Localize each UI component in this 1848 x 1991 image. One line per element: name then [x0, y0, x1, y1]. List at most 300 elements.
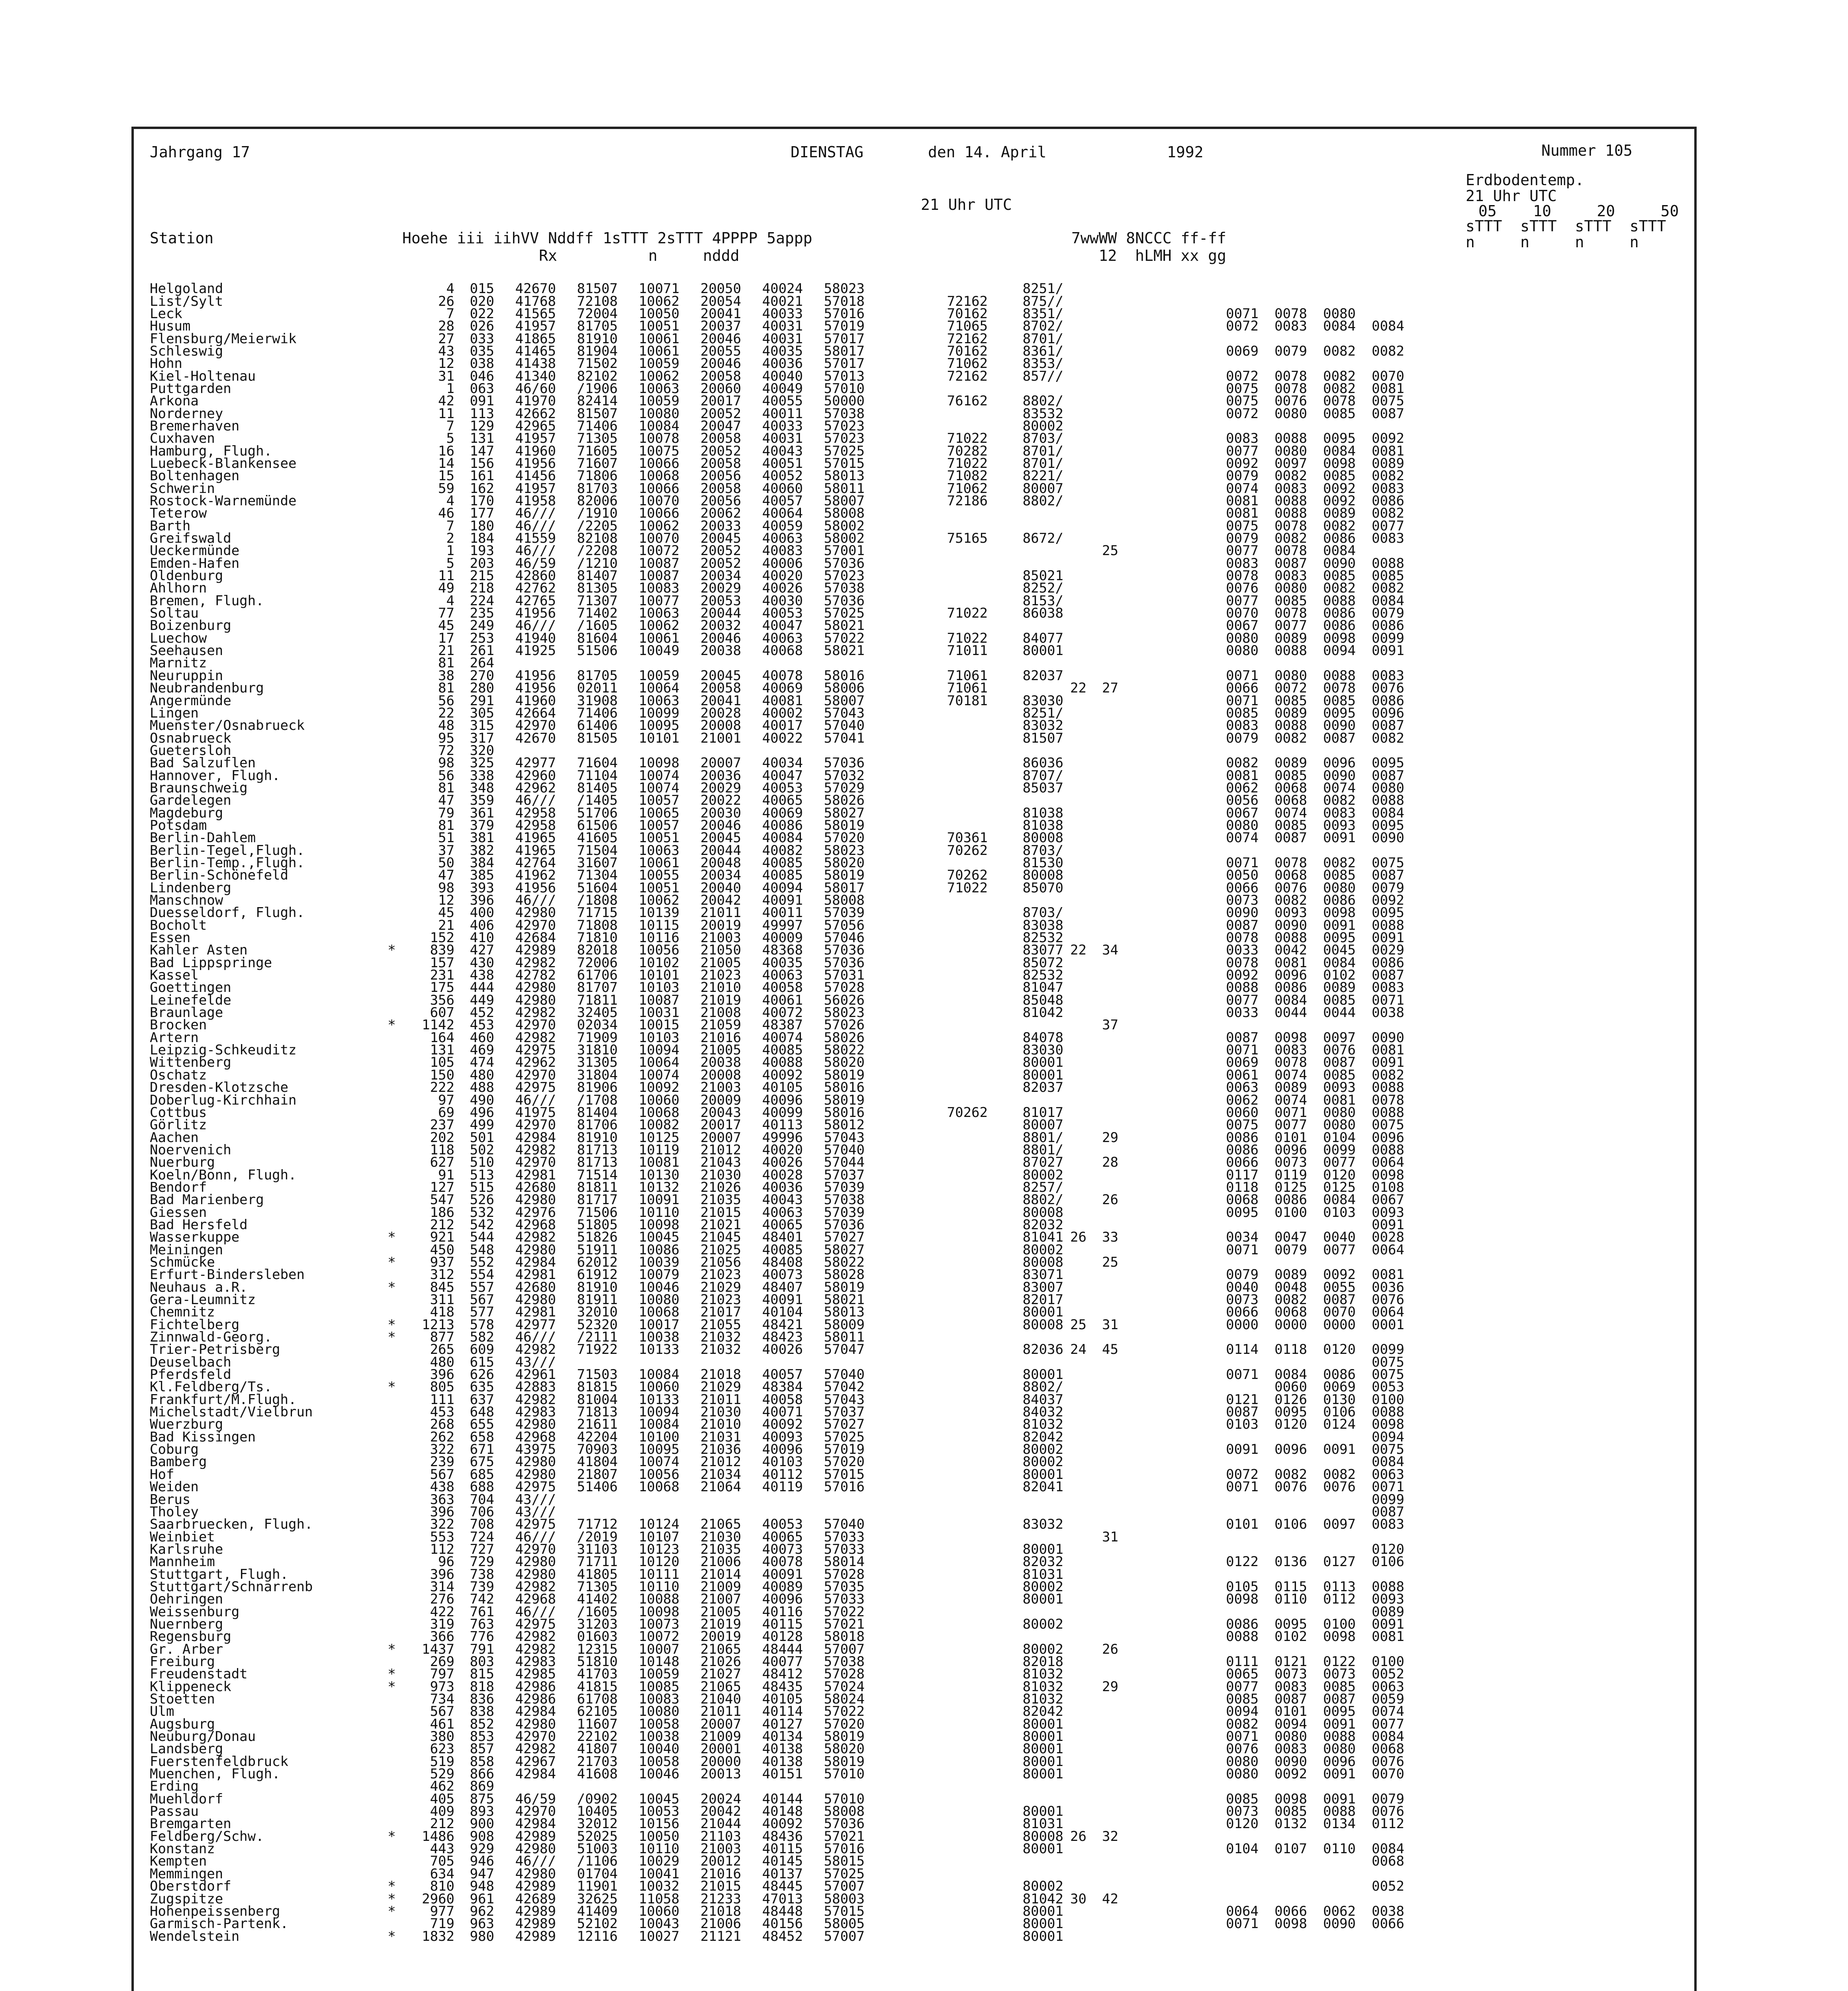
soil-temp-10 [1259, 1930, 1307, 1942]
column-gap [865, 582, 882, 595]
cloud-8nccc: 87027 [1022, 1154, 1063, 1171]
nddff: 81707 [577, 980, 618, 996]
nddff: 71909 [577, 1029, 618, 1046]
height: 22 [438, 705, 454, 721]
station-name: Dresden-Klotzsche [150, 1080, 288, 1096]
nddff: /2208 [577, 543, 618, 559]
column-gap [1118, 1306, 1210, 1318]
gust-xx [1063, 1032, 1086, 1044]
mountain-marker [381, 1032, 403, 1044]
height: 268 [430, 1416, 454, 1433]
weather-7wwww: 72186 [947, 493, 988, 509]
dewpoint-2sttt: 20048 [700, 855, 741, 871]
soil-temp-05: 0078 [1226, 568, 1259, 584]
pressure-4pppp: 40081 [762, 692, 803, 709]
mountain-marker [381, 969, 403, 982]
soil-temp-10: 0085 [1274, 1803, 1307, 1820]
iihvv: 46/// [515, 505, 556, 522]
mountain-marker [381, 1056, 403, 1069]
dewpoint-2sttt: 21010 [700, 1416, 741, 1433]
tendency-5appp: 58020 [824, 855, 865, 871]
nddff: 81505 [577, 730, 618, 746]
height: 56 [438, 767, 454, 784]
dewpoint-2sttt: 20036 [700, 767, 741, 784]
column-gap [1118, 432, 1210, 445]
station-index: 488 [470, 1080, 494, 1096]
column-gap [1118, 1418, 1210, 1431]
station-name: Luebeck-Blankensee [150, 455, 297, 471]
cloud-8nccc: 8703/ [1022, 905, 1063, 921]
station-name: Kempten [150, 1853, 207, 1870]
column-gap [865, 957, 882, 969]
height: 237 [430, 1117, 454, 1133]
nddff: 71922 [577, 1342, 618, 1358]
iihvv: 42984 [515, 1254, 556, 1270]
column-gap [865, 1431, 882, 1443]
gust-xx [1063, 1843, 1086, 1855]
column-gap [1118, 1493, 1210, 1506]
soil-temp-05: 0086 [1226, 1129, 1259, 1146]
gust-xx [1063, 882, 1086, 894]
mountain-marker [381, 1294, 403, 1306]
iihvv: 46/// [515, 892, 556, 909]
iihvv: 46/// [515, 1529, 556, 1545]
nddff: 81407 [577, 568, 618, 584]
iihvv: 42982 [515, 1578, 556, 1595]
tendency-5appp: 57047 [824, 1342, 865, 1358]
column-gap [1118, 1206, 1210, 1218]
soil-temp-05: 0085 [1226, 1791, 1259, 1807]
dewpoint-2sttt: 21019 [700, 992, 741, 1008]
column-gap [1118, 570, 1210, 582]
dewpoint-2sttt: 20038 [700, 643, 741, 659]
nddff: 70903 [577, 1441, 618, 1458]
column-gap [865, 670, 882, 682]
soil-temp-20: 0099 [1323, 1142, 1356, 1158]
iihvv: 42962 [515, 1054, 556, 1071]
station-index: 961 [470, 1891, 494, 1907]
temp-1sttt: 10115 [638, 917, 679, 933]
pressure-4pppp: 40072 [762, 1005, 803, 1021]
temp-1sttt: 10074 [638, 780, 679, 796]
column-gap [1118, 520, 1210, 532]
height: 409 [430, 1803, 454, 1820]
nddff: 51805 [577, 1217, 618, 1233]
station-name: Chemnitz [150, 1304, 215, 1320]
station-name: Magdeburg [150, 805, 223, 821]
soil-temp-05: 0104 [1226, 1841, 1259, 1857]
tendency-5appp: 57025 [824, 443, 865, 459]
dewpoint-2sttt: 21016 [700, 1029, 741, 1046]
station-name: Bendorf [150, 1179, 207, 1195]
gust-xx [1063, 1581, 1086, 1593]
mountain-marker: * [388, 1666, 396, 1682]
mountain-marker [381, 1119, 403, 1131]
station-name: Bocholt [150, 917, 207, 933]
soil-temp-20: 0069 [1323, 1379, 1356, 1395]
station-name: Wendelstein [150, 1928, 240, 1944]
gust-gg [1086, 383, 1118, 395]
cloud-8nccc: 83532 [1022, 405, 1063, 422]
soil-temp-05: 0060 [1226, 1104, 1259, 1121]
soil-temp-05: 0088 [1226, 1629, 1259, 1645]
dewpoint-2sttt: 21005 [700, 1042, 741, 1058]
nddff: 81703 [577, 480, 618, 497]
soil-temp-50: 0082 [1372, 1067, 1404, 1083]
station-name: Oberstdorf [150, 1878, 231, 1895]
soil-temp-05: 0085 [1226, 705, 1259, 721]
soil-temp-time: 21 Uhr UTC [1466, 187, 1557, 205]
pressure-4pppp: 40026 [762, 580, 803, 597]
iihvv: 42983 [515, 1404, 556, 1420]
dewpoint-2sttt: 20044 [700, 842, 741, 859]
temp-1sttt: 10031 [638, 1005, 679, 1021]
column-gap [1118, 1007, 1210, 1019]
gust-xx [1063, 1082, 1086, 1094]
station-name: Aachen [150, 1129, 199, 1146]
temp-1sttt: 10059 [638, 1666, 679, 1682]
gust-xx: 30 [1070, 1891, 1086, 1907]
height: 567 [430, 1703, 454, 1720]
station-index: 382 [470, 842, 494, 859]
nddff: 81811 [577, 1179, 618, 1195]
dewpoint-2sttt: 20058 [700, 430, 741, 447]
soil-temp-05: 0083 [1226, 718, 1259, 734]
tendency-5appp: 57036 [824, 555, 865, 571]
gust-gg [1086, 1930, 1118, 1942]
column-gap [865, 1843, 882, 1855]
cloud-8nccc: 8252/ [1022, 580, 1063, 597]
temp-1sttt: 10061 [638, 630, 679, 646]
cloud-8nccc: 81032 [1022, 1666, 1063, 1682]
column-gap [1118, 1032, 1210, 1044]
soil-temp-10: 0082 [1274, 468, 1307, 484]
soil-temp-05: 0077 [1226, 443, 1259, 459]
weekday-label: DIENSTAG [791, 143, 864, 161]
tendency-5appp: 58015 [824, 1853, 865, 1870]
column-gap [865, 607, 882, 620]
nddff: /2111 [577, 1329, 618, 1346]
temp-1sttt: 10080 [638, 405, 679, 422]
column-gap [1118, 1144, 1210, 1156]
iihvv: 42782 [515, 967, 556, 984]
mountain-marker [381, 1718, 403, 1731]
iihvv: 41957 [515, 430, 556, 447]
dewpoint-2sttt: 20046 [700, 356, 741, 372]
column-gap [865, 1131, 882, 1144]
weather-7wwww [882, 732, 988, 744]
station-index: 033 [470, 331, 494, 347]
iihvv: 42664 [515, 705, 556, 721]
station-name: Trier-Petrisberg [150, 1342, 280, 1358]
gust-gg: 45 [1102, 1342, 1118, 1358]
cloud-8nccc: 8353/ [1022, 356, 1063, 372]
nddff: 61708 [577, 1691, 618, 1707]
station-index: 675 [470, 1454, 494, 1470]
gust-gg [1086, 1705, 1118, 1718]
weather-7wwww: 71022 [947, 605, 988, 622]
nddff: 51706 [577, 805, 618, 821]
iihvv: 46/59 [515, 555, 556, 571]
temp-1sttt: 10040 [638, 1741, 679, 1757]
gust-xx [1063, 1606, 1086, 1618]
pressure-4pppp: 40096 [762, 1092, 803, 1108]
column-gap [1118, 1019, 1210, 1031]
tendency-5appp: 58005 [824, 1916, 865, 1932]
pressure-4pppp: 48423 [762, 1329, 803, 1346]
iihvv: 46/59 [515, 1791, 556, 1807]
height: 112 [430, 1541, 454, 1557]
height: 262 [430, 1429, 454, 1445]
soil-temp-05: 0086 [1226, 1142, 1259, 1158]
station-name: Goettingen [150, 980, 231, 996]
soil-temp-20: 0090 [1323, 555, 1356, 571]
cloud-8nccc: 8802/ [1022, 1379, 1063, 1395]
tendency-5appp: 58007 [824, 493, 865, 509]
temp-1sttt: 10062 [638, 518, 679, 534]
height: 973 [430, 1678, 454, 1695]
iihvv: 42960 [515, 767, 556, 784]
dewpoint-2sttt: 20045 [700, 667, 741, 684]
soil-temp-50: 0098 [1372, 1416, 1404, 1433]
soil-temp-20: 0080 [1323, 1117, 1356, 1133]
soil-temp-05: 0091 [1226, 1441, 1259, 1458]
iihvv: 42970 [515, 917, 556, 933]
tendency-5appp: 58026 [824, 792, 865, 809]
iihvv: 42980 [515, 1192, 556, 1208]
tendency-5appp: 57019 [824, 318, 865, 334]
tendency-5appp: 57016 [824, 1841, 865, 1857]
nddff: 81815 [577, 1379, 618, 1395]
gust-xx [1063, 445, 1086, 457]
cloud-8nccc: 82017 [1022, 1292, 1063, 1308]
soil-temp-05: 0076 [1226, 1741, 1259, 1757]
gust-xx [1063, 757, 1086, 769]
column-gap [865, 994, 882, 1007]
tendency-5appp: 58019 [824, 1092, 865, 1108]
weather-7wwww [882, 1743, 988, 1755]
soil-temp-20: 0045 [1323, 942, 1356, 958]
pressure-4pppp: 40058 [762, 1391, 803, 1408]
station-name: Ulm [150, 1703, 174, 1720]
soil-temp-05: 0085 [1226, 1691, 1259, 1707]
temp-1sttt: 10062 [638, 892, 679, 909]
column-gap [865, 1344, 882, 1356]
nddff: 71504 [577, 842, 618, 859]
column-gap [865, 1681, 882, 1693]
iihvv: 41956 [515, 680, 556, 696]
gust-gg [1086, 1294, 1118, 1306]
soil-temp-50: 0079 [1372, 880, 1404, 896]
gust-xx: 22 [1070, 942, 1086, 958]
cloud-8nccc: 8801/ [1022, 1129, 1063, 1146]
nddff: 71607 [577, 455, 618, 471]
station-name: Cottbus [150, 1104, 207, 1121]
column-gap [865, 1319, 882, 1331]
soil-temp-20: 0085 [1323, 1678, 1356, 1695]
cloud-8nccc: 80002 [1022, 1878, 1063, 1895]
soil-temp-50: 0075 [1372, 1367, 1404, 1383]
weather-7wwww: 70361 [947, 830, 988, 846]
station-index: 729 [470, 1554, 494, 1570]
soil-temp-10: 0136 [1274, 1554, 1307, 1570]
column-gap [1118, 1381, 1210, 1393]
column-gap [1118, 944, 1210, 956]
gust-xx: 26 [1070, 1229, 1086, 1246]
dewpoint-2sttt: 21121 [700, 1928, 741, 1944]
soil-temp-05: 0073 [1226, 892, 1259, 909]
pressure-4pppp: 40105 [762, 1691, 803, 1707]
station-name: Rostock-Warnemünde [150, 493, 297, 509]
column-gap [1118, 869, 1210, 882]
soil-temp-10: 0083 [1274, 1042, 1307, 1058]
soil-temp-50: 0082 [1372, 468, 1404, 484]
station-index: 501 [470, 1129, 494, 1146]
soil-temp-20: 0085 [1323, 867, 1356, 884]
station-name: Berus [150, 1491, 191, 1508]
soil-temp-20: 0100 [1323, 1616, 1356, 1632]
soil-temp-50: 0086 [1372, 954, 1404, 971]
station-index: 063 [470, 380, 494, 397]
gust-gg [1086, 570, 1118, 582]
station-index: 215 [470, 568, 494, 584]
weather-7wwww [882, 1032, 988, 1044]
tendency-5appp: 58006 [824, 680, 865, 696]
soil-temp-05: 0070 [1226, 605, 1259, 622]
weather-7wwww [882, 1244, 988, 1256]
soil-temp-05: 0075 [1226, 518, 1259, 534]
gust-xx [1063, 1356, 1086, 1369]
column-gap [1118, 420, 1210, 432]
tendency-5appp: 57021 [824, 1828, 865, 1844]
cloud-8nccc: 80001 [1022, 1916, 1063, 1932]
cloud-8nccc: 82037 [1022, 667, 1063, 684]
temp-1sttt: 10099 [638, 705, 679, 721]
nddff: 41409 [577, 1903, 618, 1919]
temp-1sttt: 10095 [638, 1441, 679, 1458]
station-name: Leinefelde [150, 992, 231, 1008]
station-name: Hohenpeissenberg [150, 1903, 280, 1919]
nddff: 31305 [577, 1054, 618, 1071]
soil-temp-50 [1356, 295, 1404, 307]
nddff: 71806 [577, 468, 618, 484]
gust-xx [1063, 507, 1086, 520]
cloud-8nccc: 80001 [1022, 1067, 1063, 1083]
soil-temp-50: 0084 [1372, 1454, 1404, 1470]
soil-temp-50: 0091 [1372, 1616, 1404, 1632]
soil-temp-10: 0084 [1274, 1367, 1307, 1383]
station-name: Mannheim [150, 1554, 215, 1570]
weather-7wwww [882, 1868, 988, 1880]
station-index: 980 [470, 1928, 494, 1944]
soil-temp-05: 0080 [1226, 1766, 1259, 1782]
station-index: 655 [470, 1416, 494, 1433]
soil-temp-10: 0132 [1274, 1816, 1307, 1832]
column-gap [865, 1219, 882, 1231]
soil-temp-50: 0098 [1372, 1167, 1404, 1183]
height: 422 [430, 1604, 454, 1620]
column-gap [1118, 383, 1210, 395]
station-index: 706 [470, 1504, 494, 1520]
soil-temp-05: 0087 [1226, 917, 1259, 933]
height: 845 [430, 1279, 454, 1295]
gust-xx [1063, 383, 1086, 395]
column-gap [1118, 1044, 1210, 1056]
height: 127 [430, 1179, 454, 1195]
column-gap [1118, 732, 1210, 744]
gust-gg [1086, 745, 1118, 757]
soil-temp-20: 0078 [1323, 680, 1356, 696]
gust-xx [1063, 1443, 1086, 1456]
tendency-5appp: 58023 [824, 842, 865, 859]
soil-temp-10: 0078 [1274, 855, 1307, 871]
soil-temp-20 [1307, 1930, 1356, 1942]
soil-temp-20: 0088 [1323, 1729, 1356, 1745]
cloud-8nccc: 83032 [1022, 718, 1063, 734]
column-gap [865, 1082, 882, 1094]
nddff: 01603 [577, 1629, 618, 1645]
gust-xx [1063, 1469, 1086, 1481]
soil-temp-20: 0086 [1323, 530, 1356, 547]
station-name: Bad Kissingen [150, 1429, 256, 1445]
temp-1sttt: 10038 [638, 1729, 679, 1745]
height: 265 [430, 1342, 454, 1358]
station-name: Zugspitze [150, 1891, 223, 1907]
weather-7wwww: 72162 [947, 293, 988, 309]
cloud-8nccc: 80002 [1022, 1441, 1063, 1458]
iihvv: 41965 [515, 842, 556, 859]
height: 623 [430, 1741, 454, 1757]
soil-temp-05: 0067 [1226, 805, 1259, 821]
weather-7wwww [882, 557, 988, 570]
soil-temp-10: 0106 [1274, 1516, 1307, 1533]
station-index: 515 [470, 1179, 494, 1195]
soil-temp-05: 0073 [1226, 1292, 1259, 1308]
height: 118 [430, 1142, 454, 1158]
mountain-marker [381, 857, 403, 869]
gust-gg: 28 [1102, 1154, 1118, 1171]
mountain-marker [381, 407, 403, 420]
dewpoint-2sttt: 21009 [700, 1729, 741, 1745]
mountain-marker [381, 545, 403, 557]
dewpoint-2sttt [679, 1493, 741, 1506]
temp-1sttt: 10071 [638, 281, 679, 297]
soil-temp-50: 0071 [1372, 992, 1404, 1008]
soil-temp-50: 0088 [1372, 792, 1404, 809]
mountain-marker [381, 470, 403, 482]
weather-7wwww [882, 407, 988, 420]
soil-temp-50: 0038 [1372, 1005, 1404, 1021]
gust-xx [1063, 1156, 1086, 1169]
gust-xx [1063, 532, 1086, 545]
gust-xx [1063, 495, 1086, 507]
iihvv: 42762 [515, 580, 556, 597]
soil-temp-50: 0099 [1372, 1342, 1404, 1358]
gust-xx [1063, 432, 1086, 445]
station-index: 544 [470, 1229, 494, 1246]
gust-xx [1063, 1531, 1086, 1543]
station-index: 325 [470, 755, 494, 771]
cloud-8nccc: 80001 [1022, 1803, 1063, 1820]
gust-gg [1086, 1056, 1118, 1069]
soil-temp-05: 0105 [1226, 1578, 1259, 1595]
pressure-4pppp: 40104 [762, 1304, 803, 1320]
column-gap [865, 1831, 882, 1843]
gust-gg [1086, 982, 1118, 994]
station-name: Boizenburg [150, 618, 231, 634]
cloud-8nccc: 8221/ [1022, 468, 1063, 484]
dewpoint-2sttt: 21015 [700, 1204, 741, 1220]
